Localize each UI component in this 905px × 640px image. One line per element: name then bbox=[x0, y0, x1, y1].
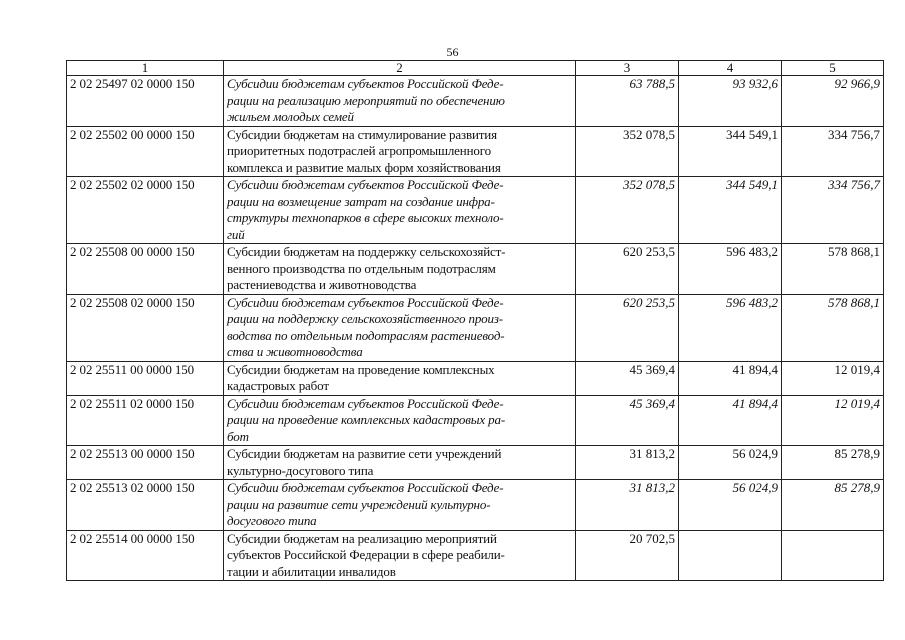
budget-table bbox=[66, 60, 884, 581]
table-row bbox=[67, 244, 884, 295]
description-line: комплекса и развитие малых форм хозяйствования bbox=[227, 159, 501, 175]
table-row bbox=[67, 395, 884, 446]
budget-code-cell: 2 02 25508 00 0000 150 bbox=[67, 244, 224, 295]
description-line: Субсидии бюджетам на стимулирование развития bbox=[227, 126, 497, 142]
amount-col4-cell: 93 932,6 bbox=[679, 76, 782, 127]
budget-code-cell: 2 02 25513 00 0000 150 bbox=[67, 446, 224, 480]
amount-col4-cell: 56 024,9 bbox=[679, 480, 782, 531]
amount-col4-cell: 56 024,9 bbox=[679, 446, 782, 480]
amount-col3-cell: 45 369,4 bbox=[576, 395, 679, 446]
budget-code-cell: 2 02 25511 00 0000 150 bbox=[67, 361, 224, 395]
budget-code-cell: 2 02 25502 00 0000 150 bbox=[67, 126, 224, 177]
description-line: Субсидии бюджетам субъектов Российской Феде- bbox=[227, 177, 504, 192]
description-line: Субсидии бюджетам на проведение комплексных bbox=[227, 361, 495, 377]
column-header-1: 1 bbox=[67, 61, 224, 76]
amount-col5-cell: 92 966,9 bbox=[782, 76, 884, 127]
description-line: рации на возмещение затрат на создание инфра- bbox=[227, 193, 495, 209]
description-line: Субсидии бюджетам субъектов Российской Феде- bbox=[227, 294, 504, 310]
amount-col3-cell: 620 253,5 bbox=[576, 294, 679, 361]
table-row bbox=[67, 76, 884, 127]
amount-col5-cell: 578 868,1 bbox=[782, 244, 884, 295]
description-line: водства по отдельным подотраслям растениевод- bbox=[227, 327, 505, 343]
budget-code-cell: 2 02 25508 02 0000 150 bbox=[67, 294, 224, 361]
amount-col4-cell: 41 894,4 bbox=[679, 361, 782, 395]
description-cell bbox=[224, 244, 576, 295]
description-line: гий bbox=[227, 226, 245, 242]
table-row bbox=[67, 530, 884, 581]
amount-col5-cell: 334 756,7 bbox=[782, 177, 884, 244]
description-line: Субсидии бюджетам на развитие сети учреждений bbox=[227, 446, 502, 461]
column-number-row bbox=[67, 61, 884, 76]
budget-code-cell: 2 02 25511 02 0000 150 bbox=[67, 395, 224, 446]
description-line: Субсидии бюджетам на реализацию мероприятий bbox=[227, 530, 497, 546]
amount-col3-cell: 352 078,5 bbox=[576, 126, 679, 177]
amount-col5-cell: 85 278,9 bbox=[782, 446, 884, 480]
description-line: Субсидии бюджетам субъектов Российской Феде- bbox=[227, 76, 504, 91]
table-row bbox=[67, 294, 884, 361]
description-cell bbox=[224, 395, 576, 446]
amount-col3-cell: 620 253,5 bbox=[576, 244, 679, 295]
amount-col3-cell: 45 369,4 bbox=[576, 361, 679, 395]
amount-col4-cell: 41 894,4 bbox=[679, 395, 782, 446]
description-cell bbox=[224, 480, 576, 531]
amount-col4-cell bbox=[679, 530, 782, 581]
amount-col4-cell: 344 549,1 bbox=[679, 126, 782, 177]
amount-col5-cell: 12 019,4 bbox=[782, 395, 884, 446]
table-row bbox=[67, 126, 884, 177]
description-line: бот bbox=[227, 428, 249, 444]
table-row bbox=[67, 480, 884, 531]
description-line: Субсидии бюджетам субъектов Российской Феде- bbox=[227, 480, 504, 495]
column-header-3: 3 bbox=[576, 61, 679, 76]
column-header-2: 2 bbox=[224, 61, 576, 76]
description-cell bbox=[224, 294, 576, 361]
amount-col4-cell: 596 483,2 bbox=[679, 294, 782, 361]
amount-col3-cell: 352 078,5 bbox=[576, 177, 679, 244]
amount-col3-cell: 31 813,2 bbox=[576, 446, 679, 480]
description-line: ства и животноводства bbox=[227, 344, 363, 359]
page-number: 56 bbox=[446, 45, 459, 59]
description-line: субъектов Российской Федерации в сфере реабили- bbox=[227, 547, 505, 562]
amount-col5-cell: 334 756,7 bbox=[782, 126, 884, 177]
description-line: культурно-досугового типа bbox=[227, 462, 374, 478]
description-line: досугового типа bbox=[227, 513, 317, 528]
description-line: приоритетных подотраслей агропромышленного bbox=[227, 143, 491, 158]
column-header-5: 5 bbox=[782, 61, 884, 76]
description-line: рации на развитие сети учреждений культурно- bbox=[227, 496, 491, 512]
table-row bbox=[67, 361, 884, 395]
description-cell bbox=[224, 446, 576, 480]
table-row bbox=[67, 177, 884, 244]
budget-code-cell: 2 02 25502 02 0000 150 bbox=[67, 177, 224, 244]
amount-col5-cell bbox=[782, 530, 884, 581]
description-line: структуры технопарков в сфере высоких техноло- bbox=[227, 210, 504, 225]
amount-col5-cell: 85 278,9 bbox=[782, 480, 884, 531]
amount-col3-cell: 20 702,5 bbox=[576, 530, 679, 581]
description-line: тации и абилитации инвалидов bbox=[227, 563, 396, 579]
description-cell bbox=[224, 76, 576, 127]
description-line: венного производства по отдельным подотраслям bbox=[227, 260, 496, 276]
budget-code-cell: 2 02 25513 02 0000 150 bbox=[67, 480, 224, 531]
description-line: кадастровых работ bbox=[227, 378, 329, 393]
amount-col5-cell: 12 019,4 bbox=[782, 361, 884, 395]
description-line: рации на реализацию мероприятий по обеспечению bbox=[227, 92, 505, 108]
column-header-4: 4 bbox=[679, 61, 782, 76]
description-line: жильем молодых семей bbox=[227, 109, 354, 124]
description-line: рации на проведение комплексных кадастровых ра- bbox=[227, 412, 506, 427]
budget-code-cell: 2 02 25514 00 0000 150 bbox=[67, 530, 224, 581]
amount-col3-cell: 31 813,2 bbox=[576, 480, 679, 531]
description-line: растениеводства и животноводства bbox=[227, 277, 417, 292]
description-cell bbox=[224, 126, 576, 177]
description-cell bbox=[224, 361, 576, 395]
amount-col3-cell: 63 788,5 bbox=[576, 76, 679, 127]
description-cell bbox=[224, 177, 576, 244]
table-body bbox=[67, 76, 884, 581]
description-cell bbox=[224, 530, 576, 581]
description-line: Субсидии бюджетам субъектов Российской Феде- bbox=[227, 395, 504, 411]
amount-col4-cell: 344 549,1 bbox=[679, 177, 782, 244]
amount-col4-cell: 596 483,2 bbox=[679, 244, 782, 295]
budget-code-cell: 2 02 25497 02 0000 150 bbox=[67, 76, 224, 127]
description-line: рации на поддержку сельскохозяйственного произ- bbox=[227, 311, 503, 326]
table-row bbox=[67, 446, 884, 480]
description-line: Субсидии бюджетам на поддержку сельскохозяйст- bbox=[227, 244, 506, 259]
amount-col5-cell: 578 868,1 bbox=[782, 294, 884, 361]
